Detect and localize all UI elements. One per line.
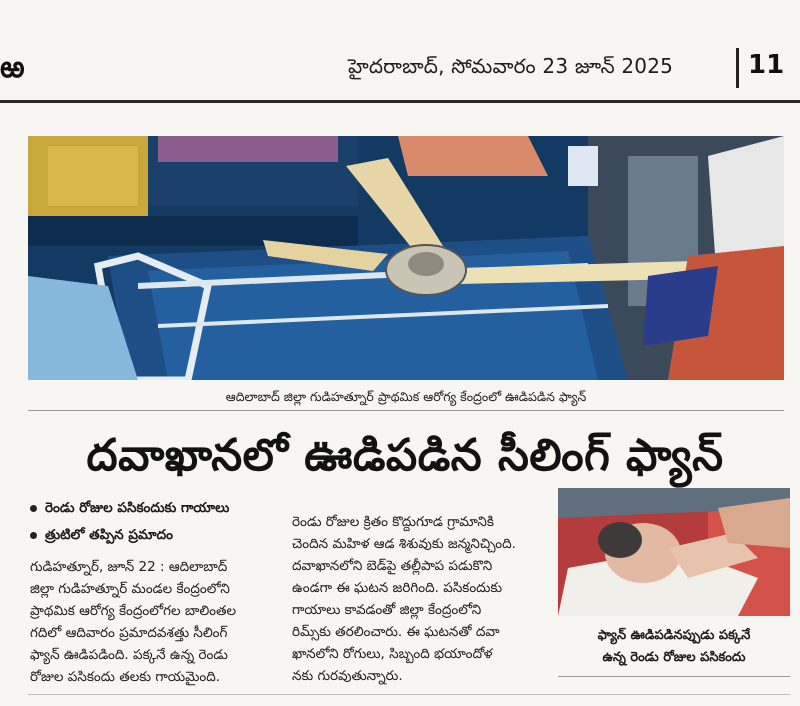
masthead-fragment: ఱ [0, 50, 25, 85]
body-line: గదిలో ఆదివారం ప్రమాదవశత్తు సీలింగ్ [30, 625, 228, 641]
bullet-text: త్రుటిలో తప్పిన ప్రమాదం [45, 527, 173, 543]
body-line: రోజుల పసికందు తలకు గాయమైంది. [30, 669, 221, 685]
article-column-1 [30, 556, 280, 688]
body-line: దవాఖానలోని బెడ్‌పై తల్లీపాప పడుకొని [292, 558, 493, 574]
article-column-2 [292, 511, 542, 687]
header-separator [736, 48, 739, 88]
newborn-photo [558, 488, 790, 616]
page-number: 11 [748, 50, 785, 80]
body-line: జిల్లా గుడిహత్నూర్ మండల కేంద్రంలోని [30, 581, 230, 597]
caption-line: ఫ్యాన్ ఊడిపడినప్పుడు పక్కనే [597, 628, 751, 643]
body-line: గాయాలు కావడంతో జిల్లా కేంద్రంలోని [292, 602, 482, 618]
bullet-text: రెండు రోజుల పసికందుకు గాయాలు [45, 500, 230, 516]
body-line: ప్రాథమిక ఆరోగ్య కేంద్రంలోగల బాలింతల [30, 603, 237, 619]
bottom-rule [28, 694, 790, 695]
inset-photo-caption [558, 625, 790, 669]
main-photo [28, 136, 784, 380]
bullet-dot-icon [30, 532, 37, 539]
article-headline: దవాఖానలో ఊడిపడిన సీలింగ్ ఫ్యాన్ [86, 430, 724, 481]
body-line: రిమ్స్‌కు తరలించారు. ఈ ఘటనతో దవా [292, 624, 500, 640]
inset-photo [558, 488, 790, 616]
caption-line: ఉన్న రెండు రోజుల పసికందు [602, 650, 746, 665]
body-line: రెండు రోజుల క్రితం కొద్దుగూడ గ్రామానికి [292, 514, 494, 530]
body-line: గుడిహత్నూర్, జూన్ 22 : ఆదిలాబాద్ [30, 559, 228, 575]
body-line: నకు గురవుతున్నారు. [292, 668, 403, 684]
body-line: ఉండగా ఈ ఘటన జరిగింది. పసికందుకు [292, 580, 503, 596]
body-line: ఫ్యాన్ ఊడిపడింది. పక్కనే ఉన్న రెండు [30, 647, 228, 663]
inset-caption-rule [558, 676, 790, 677]
fallen-fan-photo [28, 136, 784, 380]
header-rule [0, 100, 800, 103]
body-line: చెందిన మహిళ ఆడ శిశువుకు జన్మనిచ్చింది. [292, 536, 516, 552]
caption-rule [28, 410, 784, 411]
bullet-dot-icon [30, 505, 37, 512]
main-photo-caption: ఆదిలాబాద్ జిల్లా గుడిహత్నూర్ ప్రాథమిక ఆరోగ్య కేంద్రంలో ఊడిపడిన ఫ్యాన్ [225, 389, 587, 404]
date-line: హైదరాబాద్, సోమవారం 23 జూన్ 2025 [348, 54, 674, 78]
bullet-point [30, 500, 229, 519]
bullet-point [30, 527, 173, 546]
body-line: ఖానలోని రోగులు, సిబ్బంది భయాందోళ [292, 646, 493, 662]
